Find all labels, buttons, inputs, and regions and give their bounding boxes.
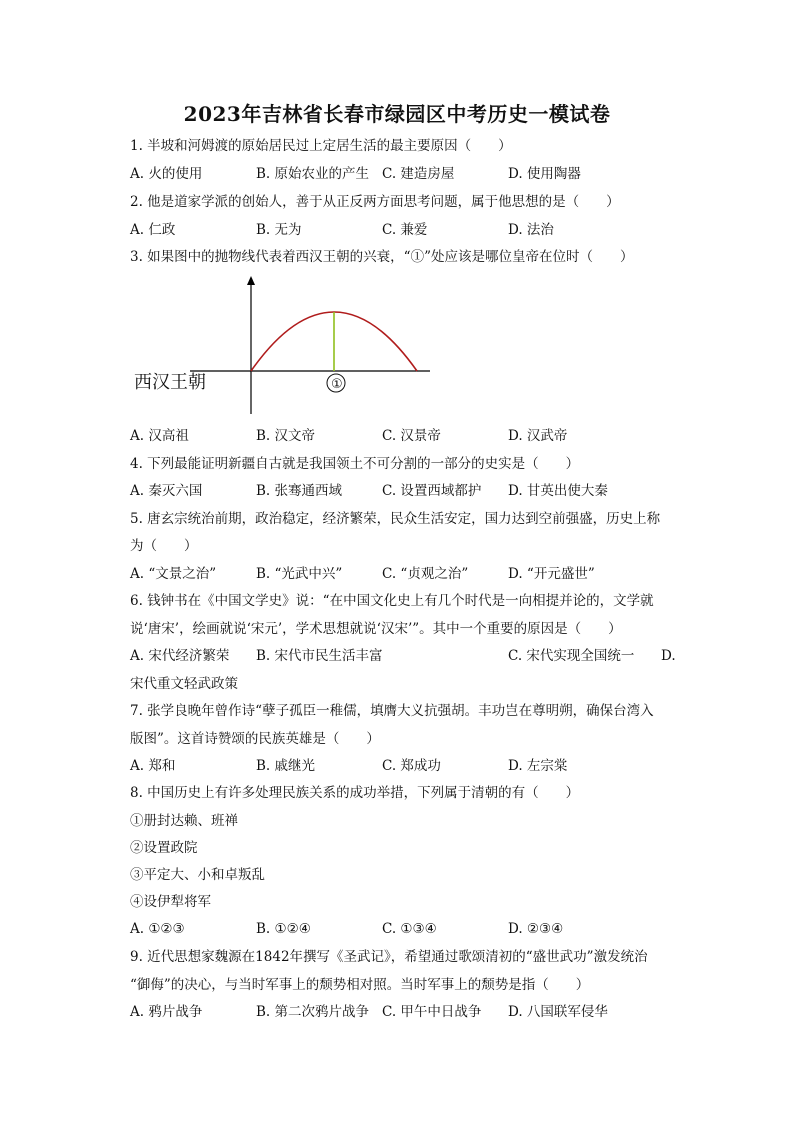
q3-option-a: A. 汉高祖 (130, 428, 189, 444)
q7-option-d: D. 左宗棠 (508, 758, 568, 774)
q7-option-c: C. 郑成功 (382, 758, 441, 774)
q7-option-b: B. 戚继光 (256, 758, 316, 774)
q7-option-a: A. 郑和 (130, 758, 176, 774)
q8-item-1: ①册封达赖、班禅 (130, 813, 238, 829)
question-3-stem: 3. 如果图中的抛物线代表着西汉王朝的兴衰，“①”处应该是哪位皇帝在位时（ ） (130, 249, 634, 265)
q6-option-b: B. 宋代市民生活丰富 (256, 648, 383, 664)
q8-option-b: B. ①②④ (256, 921, 311, 937)
q8-item-4: ④设伊犁将军 (130, 894, 211, 910)
q4-option-a: A. 秦灭六国 (130, 483, 203, 499)
q4-option-b: B. 张骞通西域 (256, 483, 343, 499)
question-2-stem: 2. 他是道家学派的创始人，善于从正反两方面思考问题，属于他思想的是（ ） (130, 194, 620, 210)
question-6-stem-line1: 6. 钱钟书在《中国文学史》说：“在中国文化史上有几个时代是一向相提并论的，文学就 (130, 593, 654, 609)
question-5-stem-line2: 为（ ） (130, 538, 198, 554)
q9-option-c: C. 甲午中日战争 (382, 1004, 482, 1020)
dynasty-parabola-figure (130, 276, 430, 416)
q3-option-b: B. 汉文帝 (256, 428, 316, 444)
question-5-stem-line1: 5. 唐玄宗统治前期，政治稳定，经济繁荣，民众生活安定，国力达到空前强盛，历史上称 (130, 511, 661, 527)
q5-option-a: A. “文景之治” (130, 566, 217, 582)
q6-option-a: A. 宋代经济繁荣 (130, 648, 230, 664)
q1-option-b: B. 原始农业的产生 (256, 166, 370, 182)
q8-item-2: ②设置政院 (130, 840, 198, 856)
q6-option-d-text: 宋代重文轻武政策 (130, 676, 238, 692)
q4-option-d: D. 甘英出使大秦 (508, 483, 608, 499)
q1-option-d: D. 使用陶器 (508, 166, 581, 182)
q1-option-a: A. 火的使用 (130, 166, 203, 182)
q2-option-a: A. 仁政 (130, 222, 176, 238)
q2-option-c: C. 兼爱 (382, 222, 428, 238)
q9-option-d: D. 八国联军侵华 (508, 1004, 608, 1020)
q8-option-d: D. ②③④ (508, 921, 564, 937)
figure-y-axis-arrow (247, 276, 255, 285)
q8-item-3: ③平定大、小和卓叛乱 (130, 867, 265, 883)
q1-option-c: C. 建造房屋 (382, 166, 455, 182)
q3-option-d: D. 汉武帝 (508, 428, 568, 444)
q5-option-d: D. “开元盛世” (508, 566, 595, 582)
question-8-stem: 8. 中国历史上有许多处理民族关系的成功举措，下列属于清朝的有（ ） (130, 785, 580, 801)
q9-option-a: A. 鸦片战争 (130, 1004, 203, 1020)
q3-option-c: C. 汉景帝 (382, 428, 441, 444)
figure-marker: ① (331, 377, 343, 392)
question-6-stem-line2: 说‘唐宋’，绘画就说‘宋元’，学术思想就说‘汉宋’”。其中一个重要的原因是（ ） (130, 621, 622, 637)
q2-option-d: D. 法治 (508, 222, 554, 238)
q5-option-c: C. “贞观之治” (382, 566, 469, 582)
question-9-stem-line1: 9. 近代思想家魏源在1842年撰写《圣武记》，希望通过歌颂清初的“盛世武功”激发统治 (130, 949, 648, 965)
q4-option-c: C. 设置西域都护 (382, 483, 482, 499)
q2-option-b: B. 无为 (256, 222, 302, 238)
figure-label: 西汉王朝 (134, 372, 206, 392)
question-1-stem: 1. 半坡和河姆渡的原始居民过上定居生活的最主要原因（ ） (130, 138, 512, 154)
q8-option-c: C. ①③④ (382, 921, 437, 937)
question-7-stem-line1: 7. 张学良晚年曾作诗“孽子孤臣一稚儒，填膺大义抗强胡。丰功岂在尊明朔，确保台湾入 (130, 703, 654, 719)
q6-option-c: C. 宋代实现全国统一 (508, 648, 635, 664)
q6-option-d: D. (661, 648, 676, 664)
q9-option-b: B. 第二次鸦片战争 (256, 1004, 370, 1020)
q5-option-b: B. “光武中兴” (256, 566, 343, 582)
question-9-stem-line2: “御侮”的决心，与当时军事上的颓势相对照。当时军事上的颓势是指（ ） (130, 977, 590, 993)
q8-option-a: A. ①②③ (130, 921, 185, 937)
question-4-stem: 4. 下列最能证明新疆自古就是我国领土不可分割的一部分的史实是（ ） (130, 456, 580, 472)
question-7-stem-line2: 版图”。这首诗赞颂的民族英雄是（ ） (130, 731, 380, 747)
exam-title: 2023年吉林省长春市绿园区中考历史一模试卷 (183, 102, 611, 126)
